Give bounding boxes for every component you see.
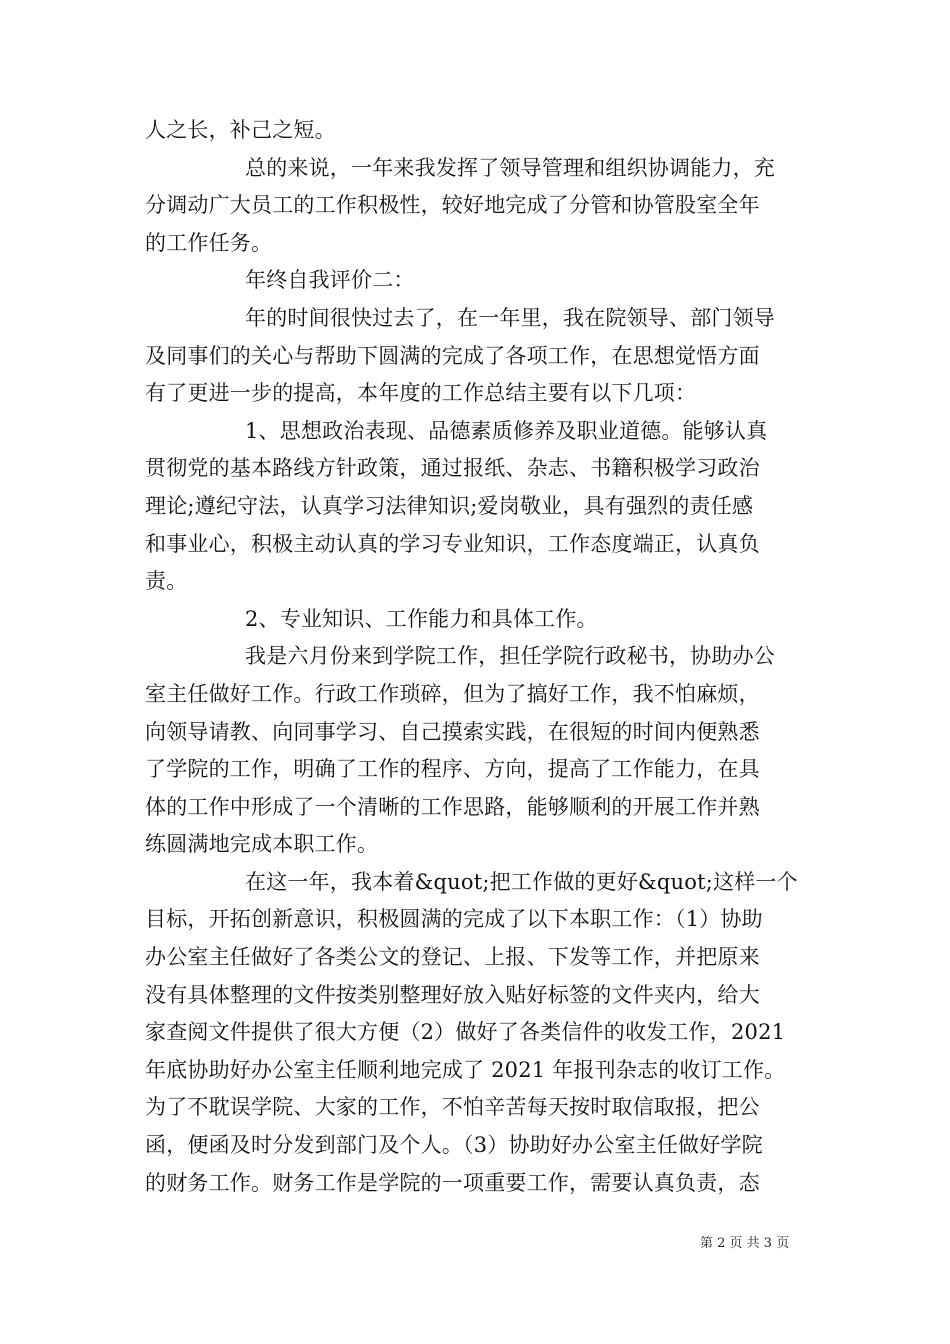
- text-line: 1、思想政治表现、品德素质修养及职业道德。能够认真: [245, 418, 768, 443]
- text-line: 为了不耽误学院、大家的工作，不怕辛苦每天按时取信取报，把公: [145, 1095, 760, 1120]
- text-line: 2、专业知识、工作能力和具体工作。: [245, 606, 598, 631]
- text-line: 年终自我评价二：: [245, 268, 415, 293]
- text-line: 的财务工作。财务工作是学院的一项重要工作，需要认真负责，态: [145, 1170, 760, 1195]
- text-line: 室主任做好工作。行政工作琐碎，但为了搞好工作，我不怕麻烦，: [145, 681, 760, 706]
- text-line: 在这一年，我本着&quot;把工作做的更好&quot;这样一个: [245, 869, 798, 894]
- text-line: 年底协助好办公室主任顺利地完成了 2021 年报刊杂志的收订工作。: [145, 1057, 786, 1082]
- text-line: 体的工作中形成了一个清晰的工作思路，能够顺利的开展工作并熟: [145, 794, 760, 819]
- text-line: 贯彻党的基本路线方针政策，通过报纸、杂志、书籍积极学习政治: [145, 456, 760, 481]
- document-body: [145, 112, 807, 1202]
- text-line: 年的时间很快过去了，在一年里，我在院领导、部门领导: [245, 305, 775, 330]
- text-line: 没有具体整理的文件按类别整理好放入贴好标签的文件夹内，给大: [145, 982, 760, 1007]
- text-line: 和事业心，积极主动认真的学习专业知识，工作态度端正，认真负: [145, 531, 760, 556]
- text-line: 及同事们的关心与帮助下圆满的完成了各项工作，在思想觉悟方面: [145, 343, 760, 368]
- page-number: 第 2 页 共 3 页: [700, 1236, 790, 1251]
- text-line: 的工作任务。: [145, 230, 273, 255]
- text-line: 理论;遵纪守法，认真学习法律知识;爱岗敬业，具有强烈的责任感: [145, 493, 754, 518]
- text-line: 函，便函及时分发到部门及个人。（3）协助好办公室主任做好学院: [145, 1133, 763, 1158]
- text-line: 人之长，补己之短。: [145, 118, 336, 142]
- text-line: 分调动广大员工的工作积极性，较好地完成了分管和协管股室全年: [145, 193, 760, 218]
- text-line: 练圆满地完成本职工作。: [145, 832, 379, 857]
- text-line: 家查阅文件提供了很大方便（2）做好了各类信件的收发工作，2021: [145, 1020, 786, 1045]
- text-line: 我是六月份来到学院工作，担任学院行政秘书，协助办公: [245, 644, 775, 669]
- text-line: 有了更进一步的提高，本年度的工作总结主要有以下几项：: [145, 381, 697, 406]
- text-line: 总的来说，一年来我发挥了领导管理和组织协调能力，充: [245, 155, 775, 180]
- text-line: 了学院的工作，明确了工作的程序、方向，提高了工作能力，在具: [145, 757, 760, 782]
- text-line: 目标，开拓创新意识，积极圆满的完成了以下本职工作：（1）协助: [145, 907, 763, 932]
- text-line: 责。: [145, 569, 188, 594]
- text-line: 办公室主任做好了各类公文的登记、上报、下发等工作，并把原来: [145, 945, 760, 970]
- text-line: 向领导请教、向同事学习、自己摸索实践，在很短的时间内便熟悉: [145, 719, 760, 744]
